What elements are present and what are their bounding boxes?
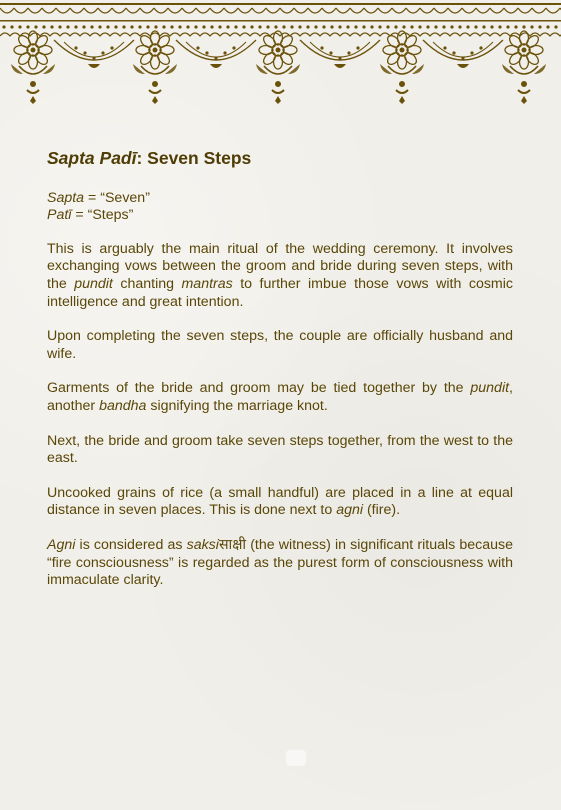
bead: [194, 25, 197, 28]
bead: [234, 25, 237, 28]
paragraph-seven-steps: Next, the bride and groom take seven steps together, from the west to the east.: [47, 432, 513, 467]
arch-bead: [347, 51, 350, 54]
arch-bead: [329, 51, 332, 54]
scallop: [14, 8, 28, 13]
scallop: [252, 8, 266, 13]
arch-bead: [214, 56, 217, 59]
arch-bead: [223, 51, 226, 54]
drop-arc: [518, 90, 530, 93]
bead: [546, 25, 549, 28]
scallop: [294, 8, 308, 13]
bead: [474, 25, 477, 28]
scallop: [476, 8, 490, 13]
bead: [330, 25, 333, 28]
bead: [378, 25, 381, 28]
drop-tip: [275, 96, 281, 104]
scallop: [308, 8, 322, 13]
bead: [554, 25, 557, 28]
arch-bead: [205, 51, 208, 54]
scallop: [70, 8, 84, 13]
paragraph-garments: Garments of the bride and groom may be tied together by the pundit, another bandha signifying the marriage knot.: [47, 380, 513, 414]
bead: [402, 25, 405, 28]
bead: [298, 25, 301, 28]
scallop: [28, 8, 42, 13]
bead: [18, 25, 21, 28]
wave-line: [0, 33, 561, 36]
arch-bead: [461, 56, 464, 59]
scallop: [350, 8, 364, 13]
drop-arc: [272, 90, 284, 93]
drop-arc: [149, 90, 161, 93]
arch-bead: [92, 56, 95, 59]
bead: [514, 25, 517, 28]
flower-petal: [138, 50, 154, 66]
border-line: [0, 3, 561, 5]
page-title: Sapta Padī: Seven Steps: [47, 148, 252, 168]
bead: [362, 25, 365, 28]
scallop: [518, 8, 532, 13]
leaf-curve: [510, 66, 538, 74]
bead: [58, 25, 61, 28]
bead: [170, 25, 173, 28]
page-mark: [286, 750, 306, 766]
bead: [186, 25, 189, 28]
leaf-curve: [388, 66, 416, 74]
scallop: [280, 8, 294, 13]
bead: [466, 25, 469, 28]
flower-petal: [402, 50, 418, 66]
arch-bead: [74, 46, 77, 49]
flower-petal: [261, 50, 277, 66]
flower-petal: [524, 33, 540, 49]
bead: [10, 25, 13, 28]
drop: [399, 81, 405, 87]
bead: [506, 25, 509, 28]
bead: [250, 25, 253, 28]
arch-bead: [232, 46, 235, 49]
scallop: [56, 8, 70, 13]
arch-bead: [470, 51, 473, 54]
document-body: [47, 150, 513, 590]
bead: [458, 25, 461, 28]
bead: [202, 25, 205, 28]
arch-bead: [101, 51, 104, 54]
bead: [306, 25, 309, 28]
scallop: [266, 8, 280, 13]
arch-drop: [457, 64, 469, 68]
bead: [290, 25, 293, 28]
bead: [386, 25, 389, 28]
scallop: [126, 8, 140, 13]
flower-dot: [400, 48, 405, 53]
bead: [2, 25, 5, 28]
paragraph-main-ritual: This is arguably the main ritual of the wedding ceremony. It involves exchanging vows between the groom and bride during seven steps, with the pundit chanting mantras to further imbue those vows with cosmic intelligence and great intention.: [47, 240, 513, 310]
flower-petal: [155, 50, 171, 66]
scallop: [462, 8, 476, 13]
scallop: [238, 8, 252, 13]
bead: [218, 25, 221, 28]
bead: [210, 25, 213, 28]
arch-bead: [83, 51, 86, 54]
drop: [30, 81, 36, 87]
paragraph-rice: Uncooked grains of rice (a small handful) are placed in a line at equal distance in seven places. This is done next to agni (fire).: [47, 484, 513, 519]
scallop: [140, 8, 154, 13]
bead: [162, 25, 165, 28]
scallop: [196, 8, 210, 13]
flower-petal: [33, 33, 49, 49]
arch-bead: [110, 46, 113, 49]
bead: [146, 25, 149, 28]
flower-petal: [16, 50, 32, 66]
arch-drop: [88, 64, 100, 68]
flower-dot: [522, 48, 527, 53]
scallop: [0, 8, 14, 13]
scallop: [490, 8, 504, 13]
leaf-curve: [141, 66, 169, 74]
bead: [178, 25, 181, 28]
bead: [522, 25, 525, 28]
arch-bead: [338, 56, 341, 59]
arch-bead: [356, 46, 359, 49]
scallop: [448, 8, 462, 13]
bead: [106, 25, 109, 28]
flower-dot: [31, 48, 36, 53]
bead: [74, 25, 77, 28]
bead: [354, 25, 357, 28]
bead: [26, 25, 29, 28]
definition-sapta: Sapta = “Seven”: [47, 189, 150, 206]
mehndi-border-ornament: [0, 0, 561, 110]
bead: [226, 25, 229, 28]
flower-petal: [261, 33, 277, 49]
drop-tip: [399, 96, 405, 104]
arch-drop: [210, 64, 222, 68]
bead: [338, 25, 341, 28]
bead: [322, 25, 325, 28]
arch-bead: [320, 46, 323, 49]
bead: [450, 25, 453, 28]
arch-bead: [479, 46, 482, 49]
bead: [434, 25, 437, 28]
bead: [418, 25, 421, 28]
bead: [130, 25, 133, 28]
scallop: [322, 8, 336, 13]
bead: [242, 25, 245, 28]
flower-petal: [385, 50, 401, 66]
bead: [426, 25, 429, 28]
leaf-curve: [264, 66, 292, 74]
bead: [122, 25, 125, 28]
scallop: [406, 8, 420, 13]
bead: [138, 25, 141, 28]
flower-petal: [402, 33, 418, 49]
drop-arc: [27, 90, 39, 93]
scallop: [392, 8, 406, 13]
scallop: [112, 8, 126, 13]
arch-bead: [452, 51, 455, 54]
scallop: [224, 8, 238, 13]
arch-drop: [334, 64, 346, 68]
bead: [266, 25, 269, 28]
bead: [498, 25, 501, 28]
bead: [346, 25, 349, 28]
scallop: [84, 8, 98, 13]
scallop: [378, 8, 392, 13]
bead: [258, 25, 261, 28]
drop-tip: [152, 96, 158, 104]
bead: [114, 25, 117, 28]
drop-arc: [396, 90, 408, 93]
bead: [274, 25, 277, 28]
flower-petal: [33, 50, 49, 66]
bead: [42, 25, 45, 28]
bead: [154, 25, 157, 28]
bead: [50, 25, 53, 28]
bead: [82, 25, 85, 28]
scallop: [42, 8, 56, 13]
bead: [34, 25, 37, 28]
drop: [152, 81, 158, 87]
scallop: [168, 8, 182, 13]
scallop: [98, 8, 112, 13]
bead: [282, 25, 285, 28]
bead: [530, 25, 533, 28]
definition-pati: Patī = “Steps”: [47, 207, 134, 224]
bead: [98, 25, 101, 28]
bead: [66, 25, 69, 28]
leaf-curve: [19, 66, 47, 74]
scallop: [532, 8, 546, 13]
flower-dot: [153, 48, 158, 53]
drop-tip: [521, 96, 527, 104]
flower-petal: [507, 50, 523, 66]
bead: [482, 25, 485, 28]
bead: [370, 25, 373, 28]
bead: [394, 25, 397, 28]
bead: [90, 25, 93, 28]
border-line: [0, 20, 561, 22]
paragraph-completion: Upon completing the seven steps, the couple are officially husband and wife.: [47, 328, 513, 362]
scallop: [434, 8, 448, 13]
arch-bead: [196, 46, 199, 49]
bead: [442, 25, 445, 28]
drop-tip: [30, 96, 36, 104]
scallop: [420, 8, 434, 13]
flower-dot: [276, 48, 281, 53]
bead: [538, 25, 541, 28]
bead: [314, 25, 317, 28]
scallop: [364, 8, 378, 13]
scallop: [154, 8, 168, 13]
flower-petal: [524, 50, 540, 66]
scallop: [182, 8, 196, 13]
flower-petal: [278, 50, 294, 66]
bead: [490, 25, 493, 28]
scallop: [504, 8, 518, 13]
drop: [275, 81, 281, 87]
arch-bead: [443, 46, 446, 49]
drop: [521, 81, 527, 87]
scallop: [210, 8, 224, 13]
scallop: [336, 8, 350, 13]
paragraph-agni: Agni is considered as saksiसाक्षी (the witness) in significant rituals because “fire consciousness” is regarded as the purest form of consciousness with immaculate clarity.: [47, 536, 513, 589]
bead: [410, 25, 413, 28]
scallop: [546, 8, 560, 13]
